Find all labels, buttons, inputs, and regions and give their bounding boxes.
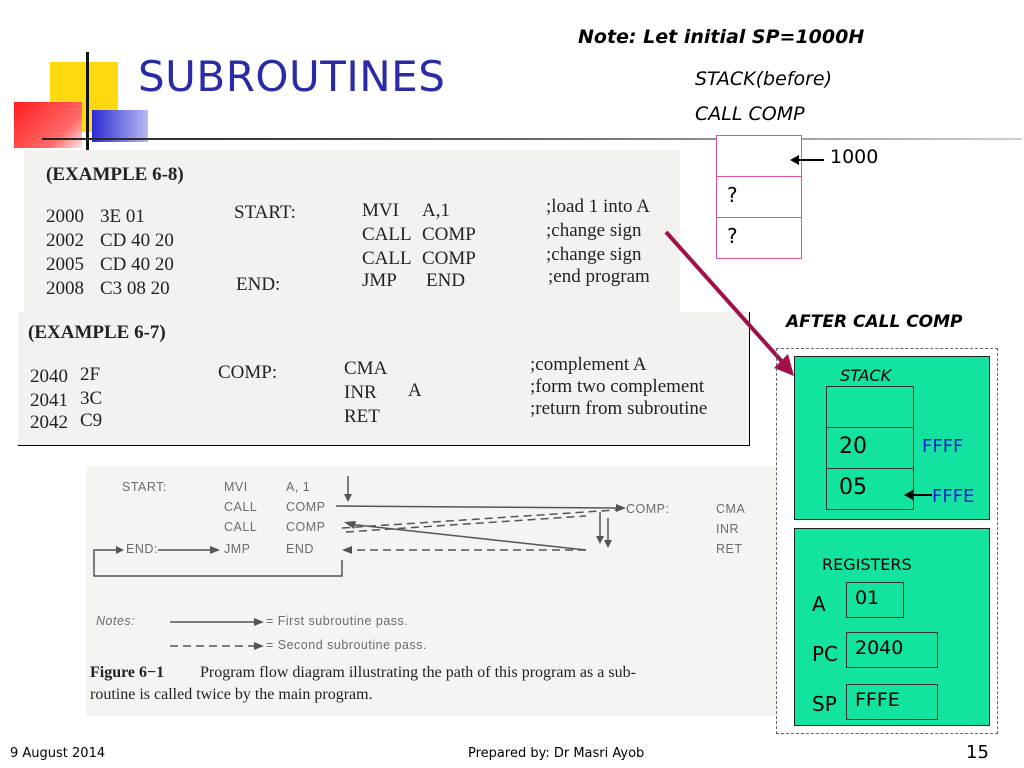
stack-before-cell: ?	[716, 217, 802, 259]
stack-before-label: STACK(before)	[695, 68, 833, 90]
code-hex: 3C	[80, 388, 103, 409]
code-hex: C9	[80, 410, 103, 431]
code-address: 2005	[46, 254, 84, 275]
code-address: 2000	[46, 206, 84, 227]
register-name: SP	[812, 692, 837, 716]
code-mnemonic: CMA	[344, 358, 388, 379]
register-value: 01	[846, 582, 904, 618]
code-mnemonic: CALL	[362, 224, 412, 245]
page-number: 15	[966, 742, 989, 763]
code-operand: COMP	[422, 224, 476, 245]
register-value: FFFE	[846, 684, 938, 720]
example-6-8-scan	[24, 150, 680, 312]
after-stack-cell: 05	[826, 468, 914, 510]
code-mnemonic: RET	[344, 406, 380, 427]
figure-sub-mnemonic: INR	[716, 522, 740, 536]
code-label: END:	[236, 274, 281, 295]
register-value: 2040	[846, 632, 938, 668]
figure-main-operand: END	[286, 542, 314, 556]
figure-main-mnemonic: CALL	[224, 520, 258, 534]
program-flow-figure	[86, 466, 776, 716]
after-stack-cell: 20	[826, 427, 914, 469]
footer-date: 9 August 2014	[10, 746, 106, 761]
after-stack-label: STACK	[840, 366, 892, 385]
code-mnemonic: JMP	[362, 270, 397, 291]
example-6-8-heading: (EXAMPLE 6-8)	[46, 164, 184, 185]
example-6-7-scan	[18, 312, 750, 446]
figure-main-operand: COMP	[286, 500, 326, 514]
code-comment: ;form two complement	[530, 376, 705, 397]
code-hex: CD 40 20	[100, 254, 174, 275]
figure-sub-mnemonic: RET	[716, 542, 743, 556]
call-comp-label: CALL COMP	[695, 103, 805, 125]
register-name: PC	[812, 642, 839, 666]
code-hex: 3E 01	[100, 206, 145, 227]
decorative-vertical-line	[86, 52, 89, 160]
figure-caption-number: Figure 6−1	[90, 664, 165, 681]
code-address: 2042	[30, 412, 68, 433]
code-hex: CD 40 20	[100, 230, 174, 251]
sp-pointer-arrow-icon	[790, 150, 826, 170]
code-mnemonic: INR	[344, 382, 377, 403]
code-comment: ;load 1 into A	[546, 196, 650, 217]
code-comment: ;change sign	[546, 244, 642, 265]
address-ffff: FFFF	[922, 436, 964, 457]
figure-notes-label: Notes:	[96, 614, 136, 628]
address-fffe: FFFE	[932, 486, 975, 507]
code-comment: ;complement A	[530, 354, 647, 375]
stack-top-address: 1000	[830, 146, 879, 168]
figure-main-operand: COMP	[286, 520, 326, 534]
slide-title: SUBROUTINES	[138, 52, 446, 101]
code-comment: ;return from subroutine	[530, 398, 708, 419]
code-address: 2002	[46, 230, 84, 251]
code-operand: A,1	[422, 200, 450, 221]
legend-first-pass: = First subroutine pass.	[266, 614, 409, 628]
after-stack-cell	[826, 386, 914, 428]
footer-author: Prepared by: Dr Masri Ayob	[468, 746, 645, 761]
stack-before-cell: ?	[716, 176, 802, 218]
sp-arrow-icon	[904, 487, 934, 503]
code-operand: A	[408, 380, 422, 401]
code-comment: ;change sign	[546, 220, 642, 241]
after-call-label: AFTER CALL COMP	[786, 312, 963, 332]
registers-label: REGISTERS	[822, 555, 912, 574]
figure-start-label: START:	[122, 480, 167, 494]
figure-main-mnemonic: CALL	[224, 500, 258, 514]
code-operand: COMP	[422, 248, 476, 269]
initial-sp-note: Note: Let initial SP=1000H	[578, 26, 865, 48]
code-address: 2040	[30, 366, 68, 387]
figure-main-operand: A, 1	[286, 480, 311, 494]
legend-second-pass: = Second subroutine pass.	[266, 638, 427, 652]
code-mnemonic: MVI	[362, 200, 399, 221]
code-label: COMP:	[218, 362, 278, 383]
code-address: 2008	[46, 278, 84, 299]
figure-sub-mnemonic: CMA	[716, 502, 746, 516]
figure-main-mnemonic: JMP	[224, 542, 251, 556]
figure-comp-label: COMP:	[626, 502, 670, 516]
code-comment: ;end program	[548, 266, 650, 287]
example-6-7-heading: (EXAMPLE 6-7)	[28, 322, 166, 343]
figure-caption-line1: Program flow diagram illustrating the path of this program as a sub-	[200, 664, 636, 681]
code-hex: 2F	[80, 364, 101, 385]
register-name: A	[812, 592, 826, 616]
decorative-red-block	[14, 102, 82, 148]
figure-end-label: END:	[126, 542, 158, 556]
code-mnemonic: CALL	[362, 248, 412, 269]
code-label: START:	[234, 202, 296, 223]
figure-main-mnemonic: MVI	[224, 480, 248, 494]
figure-caption-line2: routine is called twice by the main program.	[90, 686, 373, 703]
title-divider	[42, 138, 1022, 140]
code-operand: END	[426, 270, 466, 291]
code-address: 2041	[30, 390, 68, 411]
code-hex: C3 08 20	[100, 278, 170, 299]
